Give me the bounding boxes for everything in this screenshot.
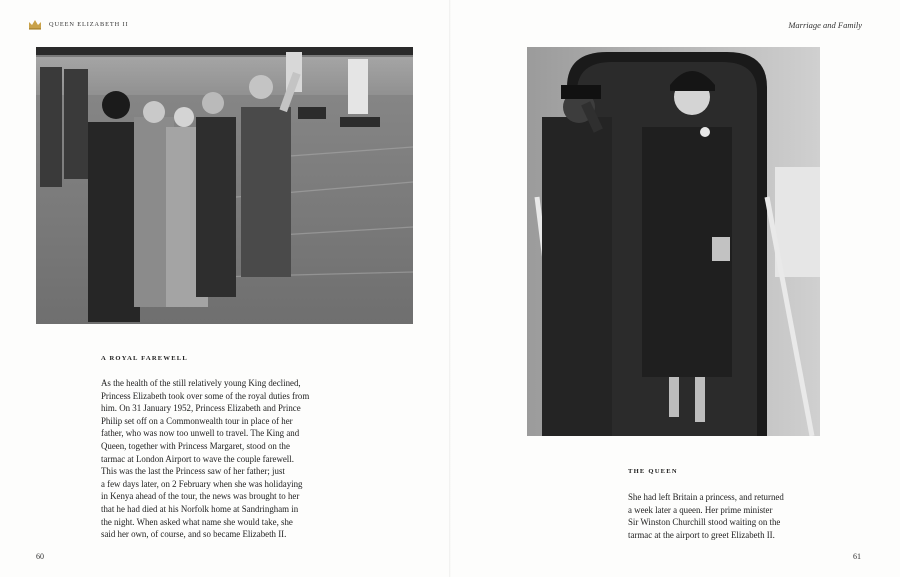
body-text-right <box>628 491 813 541</box>
text-line: father, who was now too unwell to travel. The King and <box>101 428 300 439</box>
photo-the-queen <box>527 47 820 436</box>
text-line: that he had died at his Norfolk home at Sandringham in <box>101 503 299 514</box>
running-head-right: Marriage and Family <box>788 20 862 30</box>
text-line: a few days later, on 2 February when she was holidaying <box>101 478 303 489</box>
text-line: Princess Elizabeth took over some of the royal duties from <box>101 390 310 401</box>
text-line: Queen, together with Princess Margaret, stood on the <box>101 440 290 451</box>
page-number-right: 61 <box>853 552 861 561</box>
text-line: As the health of the still relatively young King declined, <box>101 378 301 388</box>
text-line: tarmac at the airport to greet Elizabeth II. <box>628 529 775 540</box>
text-line: She had left Britain a princess, and returned <box>628 492 784 502</box>
body-text-left <box>101 377 341 541</box>
text-line: Philip set off on a Commonwealth tour in place of her <box>101 415 293 426</box>
text-line: Sir Winston Churchill stood waiting on the <box>628 517 781 528</box>
text-line: said her own, of course, and so became Elizabeth II. <box>101 529 287 540</box>
text-line: in Kenya ahead of the tour, the news was brought to her <box>101 491 300 502</box>
book-gutter <box>449 0 451 577</box>
text-line: a week later a queen. Her prime minister <box>628 504 773 515</box>
crown-icon <box>28 18 42 30</box>
text-line: tarmac at London Airport to wave the couple farewell. <box>101 453 294 464</box>
photo-royal-farewell <box>36 47 413 324</box>
text-line: him. On 31 January 1952, Princess Elizabeth and Prince <box>101 403 301 414</box>
running-head-left: QUEEN ELIZABETH II <box>49 21 129 28</box>
text-line: This was the last the Princess saw of her father; just <box>101 466 285 477</box>
text-line: the night. When asked what name she would take, she <box>101 516 293 527</box>
page-number-left: 60 <box>36 552 44 561</box>
heading-the-queen: THE QUEEN <box>628 468 678 475</box>
heading-royal-farewell: A ROYAL FAREWELL <box>101 355 188 362</box>
